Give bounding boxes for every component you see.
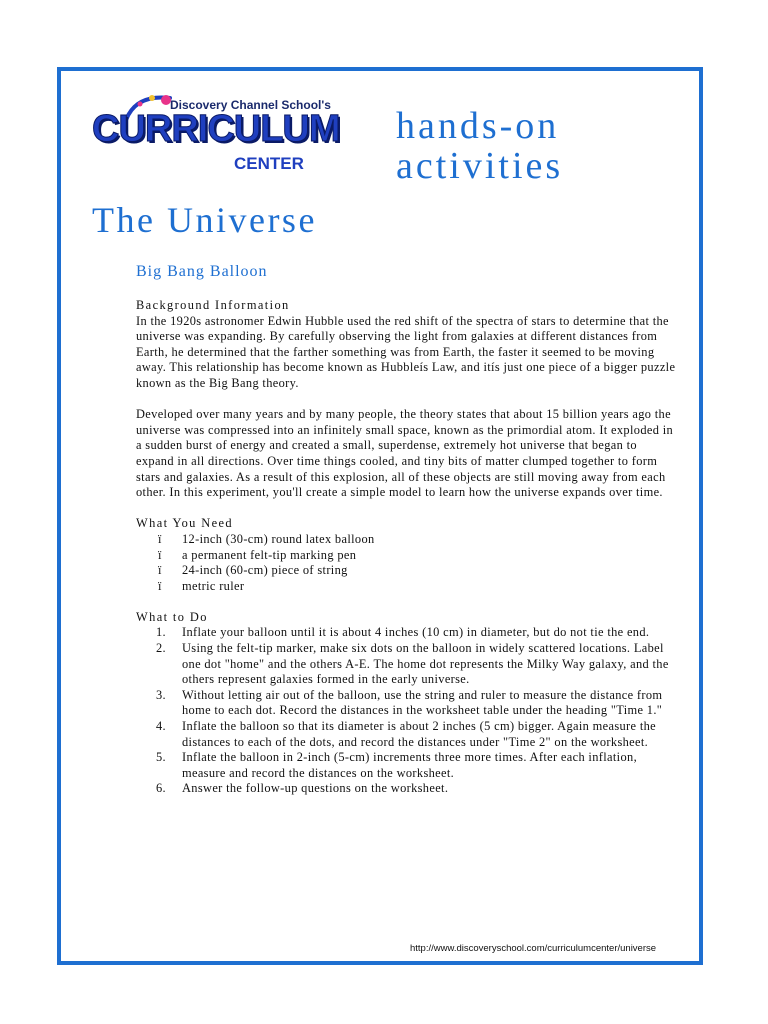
step-number: 1.	[156, 625, 166, 640]
bullet: ï	[158, 531, 162, 546]
background-paragraph-2: Developed over many years and by many people, the theory states that about 15 billion years ago the universe was compressed into an infinitely small space, known as the primordial atom. It exploded in a sudden burst of energy and created a small, superdense, extremely hot universe that began to expand in all directions. Over time things cooled, and tiny bits of matter clumped together to form stars and galaxies. As a result of this explosion, all of these objects are still moving away from each other. In this experiment, you'll create a simple model to learn how the universe expands over time.	[136, 407, 674, 500]
step-text: Using the felt-tip marker, make six dots on the balloon in widely scattered locations. Label one dot "home" and the others A-E. The home dot represents the Milky Way galaxy, and the others represent galaxies formed in the early universe.	[182, 641, 669, 687]
list-item	[136, 688, 676, 719]
logo-sub-text: CENTER	[234, 154, 304, 173]
step-text: Inflate the balloon in 2-inch (5-cm) increments three more times. After each inflation, measure and record the distances on the worksheet.	[182, 750, 638, 780]
list-item	[136, 781, 676, 797]
curriculum-center-logo	[92, 88, 342, 188]
background-heading: Background Information	[136, 298, 290, 312]
list-item	[136, 641, 676, 688]
step-text: Inflate your balloon until it is about 4 inches (10 cm) in diameter, but do not tie the end.	[182, 625, 650, 640]
todo-list	[136, 625, 676, 797]
step-text: Without letting air out of the balloon, use the string and ruler to measure the distance from home to each dot. Record the distances in the worksheet table under the heading "Time 1."	[182, 687, 663, 718]
need-heading: What You Need	[136, 516, 234, 531]
need-item-text: 12-inch (30-cm) round latex balloon	[182, 531, 375, 546]
tagline-line2: activities	[396, 145, 564, 187]
need-item-text: metric ruler	[182, 578, 245, 593]
bullet: ï	[158, 563, 162, 578]
todo-heading: What to Do	[136, 609, 208, 624]
need-list	[136, 532, 676, 594]
step-text: Inflate the balloon so that its diameter is about 2 inches (5 cm) bigger. Again measure the distances to each of the dots, and record the distances under "Time 2" on the worksheet.	[182, 719, 657, 749]
bullet: ï	[158, 578, 162, 593]
list-item	[136, 625, 676, 641]
bullet: ï	[158, 547, 162, 562]
logo-main-text: CURRICULUM	[92, 108, 340, 150]
list-item	[136, 579, 676, 595]
hands-on-activities-heading	[396, 106, 563, 186]
step-number: 2.	[156, 641, 166, 656]
activity-content	[136, 298, 676, 797]
logo-top-text: Discovery Channel School's	[170, 98, 331, 112]
list-item	[136, 548, 676, 564]
tagline-line1: hands-on	[396, 105, 560, 147]
background-paragraph-1: In the 1920s astronomer Edwin Hubble used the red shift of the spectra of stars to determine that the universe was expanding. By carefully observing the light from galaxies at different distances from Earth, he determined that the farther something was from Earth, the faster it seemed to be moving away. This relationship has become known as Hubbleís Law, and itís just one piece of a bigger puzzle known as the Big Bang theory.	[136, 313, 676, 390]
step-text: Answer the follow-up questions on the worksheet.	[182, 781, 449, 796]
step-number: 5.	[156, 750, 166, 765]
step-number: 3.	[156, 687, 166, 702]
list-item	[136, 719, 676, 750]
page-title: The Universe	[92, 200, 317, 240]
list-item	[136, 532, 676, 548]
step-number: 6.	[156, 781, 166, 796]
list-item	[136, 563, 676, 579]
list-item	[136, 750, 676, 781]
activity-title: Big Bang Balloon	[136, 263, 268, 280]
need-item-text: 24-inch (60-cm) piece of string	[182, 563, 348, 578]
footer-url-link[interactable]: http://www.discoveryschool.com/curriculumcenter/universe	[410, 943, 657, 954]
need-item-text: a permanent felt-tip marking pen	[182, 547, 357, 562]
step-number: 4.	[156, 719, 166, 734]
